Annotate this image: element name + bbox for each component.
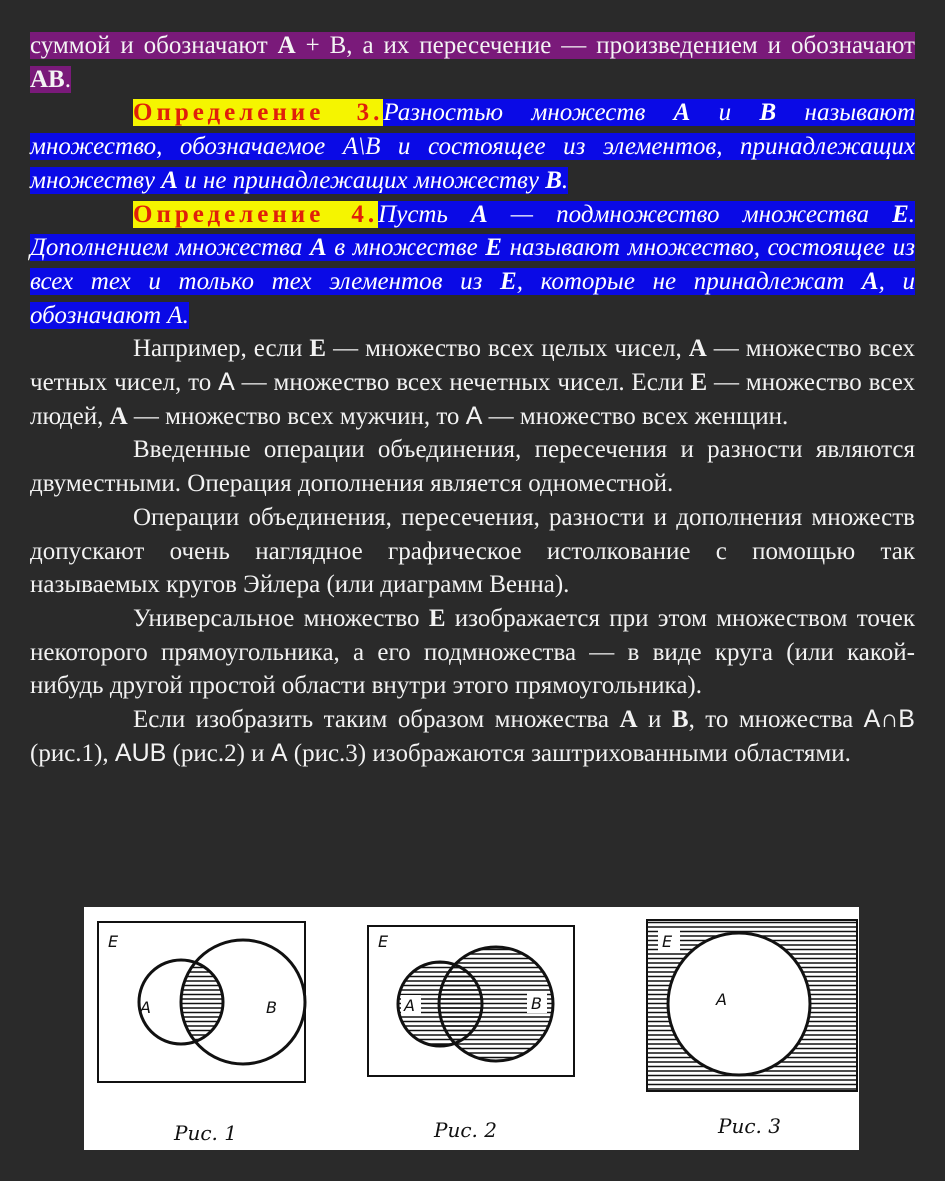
intersection-symbol: A∩B bbox=[863, 705, 915, 734]
venn-diagrams-svg bbox=[84, 907, 859, 1150]
definition-3-label: Определение 3. bbox=[133, 99, 384, 127]
paragraph-operations-arity: Введенные операции объединения, пересечения и разности являются двуместными. Операция дополнения является одноместной. bbox=[30, 436, 915, 498]
paragraph-sum-product bbox=[30, 29, 915, 96]
label-e-1: E bbox=[108, 932, 119, 951]
label-a-3: A bbox=[716, 990, 727, 1009]
purple-highlight: суммой и обозначают А + В, а их пересечение — произведением и обозначают АВ. bbox=[30, 32, 915, 93]
paragraph-euler-circles: Операции объединения, пересечения, разности и дополнения множеств допускают очень наглядное графическое истолкование с помощью так называемых кругов Эйлера (или диаграмм Венна). bbox=[30, 503, 915, 599]
union-symbol: AUB bbox=[114, 738, 167, 767]
venn-figure-3 bbox=[647, 920, 857, 1138]
paragraph-example: Например, если Е — множество всех целых чисел, А — множество всех четных чисел, то A — множество всех нечетных чисел. Если Е — множество всех людей, А — множество всех мужчин, то A — множество всех женщин. bbox=[30, 335, 915, 430]
venn-figure-2 bbox=[368, 926, 574, 1142]
definition-4-text: Пусть А — подмножество множества Е. Дополнением множества А в множестве Е называют множество, состоящее из всех тех и только тех элементов из Е, которые не принадлежат А, и обозначают A. bbox=[30, 200, 916, 329]
a-complement-symbol: A bbox=[218, 368, 235, 397]
label-e-3: E bbox=[662, 932, 673, 951]
label-e-2: E bbox=[378, 932, 389, 951]
caption-3: Рис. 3 bbox=[718, 1114, 781, 1138]
paragraph-shaded-regions: Если изобразить таким образом множества А и В, то множества A∩B (рис.1), AUB (рис.2) и A (рис.3) изображаются заштрихованными областями. bbox=[30, 705, 915, 767]
label-a-2: A bbox=[404, 996, 415, 1015]
a-complement-symbol: A bbox=[270, 738, 288, 767]
definition-3-text: Разностью множеств А и В называют множество, обозначаемое А\В и состоящее из элементов, принадлежащих множеству А и не принадлежащих множеству В. bbox=[30, 99, 915, 194]
definition-4 bbox=[30, 198, 915, 333]
label-b-1: B bbox=[266, 998, 277, 1017]
label-a-1: A bbox=[140, 998, 151, 1017]
document-page bbox=[30, 29, 915, 770]
paragraph-universal-set: Универсальное множество Е изображается при этом множеством точек некоторого прямоугольника, а его подмножества — в виде круга (или какой-нибудь другой простой области внутри этого прямоугольника). bbox=[30, 604, 915, 700]
definition-3 bbox=[30, 96, 915, 197]
circle-a-3 bbox=[668, 933, 810, 1075]
caption-2: Рис. 2 bbox=[434, 1118, 497, 1142]
a-complement-symbol: A bbox=[465, 401, 483, 430]
label-b-2: B bbox=[531, 994, 542, 1013]
definition-4-label: Определение 4. bbox=[133, 200, 379, 228]
venn-figure-1 bbox=[98, 922, 305, 1145]
venn-diagrams-figure bbox=[84, 907, 859, 1150]
caption-1: Рис. 1 bbox=[174, 1121, 237, 1145]
